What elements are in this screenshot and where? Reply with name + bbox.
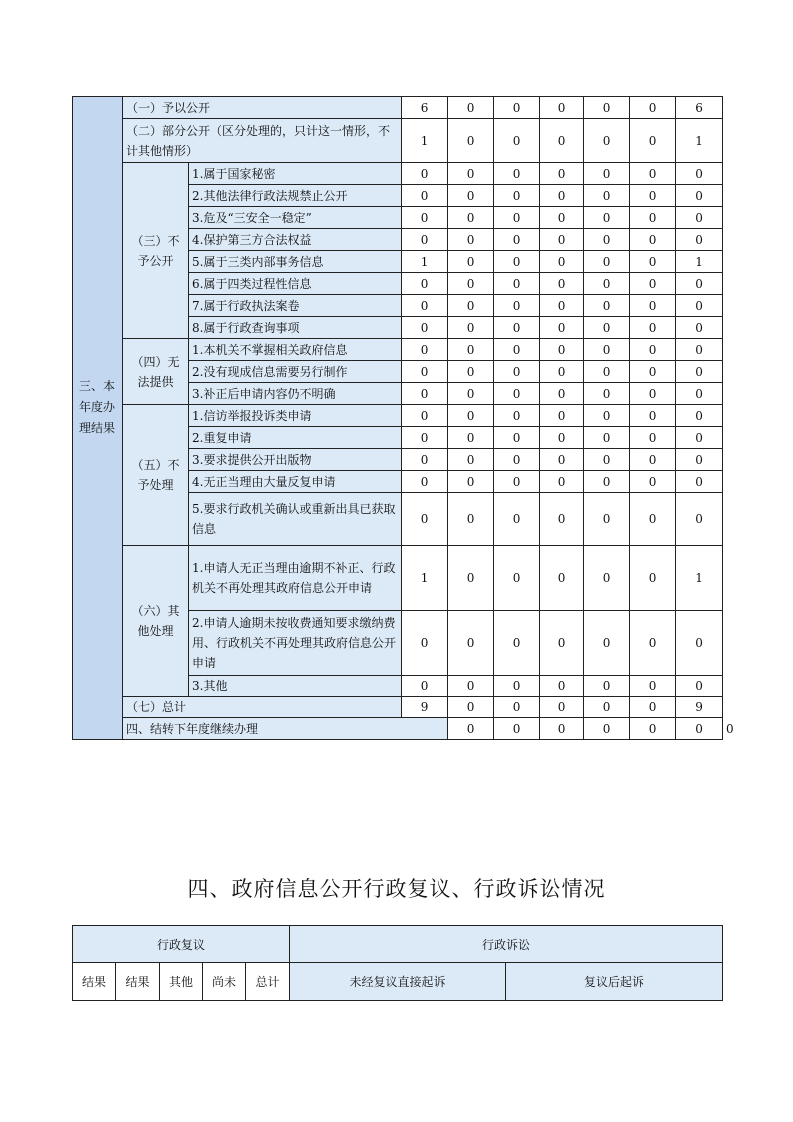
value-cell: 0 <box>540 427 584 449</box>
value-cell: 0 <box>402 229 448 251</box>
value-cell: 0 <box>448 295 494 317</box>
row-label: 5.要求行政机关确认或重新出具已获取信息 <box>189 493 402 546</box>
value-cell: 0 <box>584 207 630 229</box>
value-cell: 0 <box>676 163 723 185</box>
value-cell: 1 <box>402 119 448 163</box>
value-cell: 0 <box>494 119 540 163</box>
value-cell: 0 <box>494 229 540 251</box>
row-label: 8.属于行政查询事项 <box>189 317 402 339</box>
value-cell: 0 <box>448 471 494 493</box>
row-label: 5.属于三类内部事务信息 <box>189 251 402 273</box>
litigation-header: 行政诉讼 <box>290 926 723 963</box>
value-cell: 1 <box>402 546 448 611</box>
value-cell: 0 <box>402 676 448 697</box>
value-cell: 0 <box>540 383 584 405</box>
value-cell: 0 <box>402 207 448 229</box>
value-cell: 0 <box>494 611 540 676</box>
value-cell: 0 <box>584 97 630 119</box>
value-cell: 0 <box>540 471 584 493</box>
value-cell: 0 <box>448 718 494 740</box>
value-cell: 0 <box>584 718 630 740</box>
value-cell: 0 <box>584 427 630 449</box>
value-cell: 0 <box>402 295 448 317</box>
row-label: 6.属于四类过程性信息 <box>189 273 402 295</box>
value-cell: 0 <box>402 361 448 383</box>
value-cell: 0 <box>540 676 584 697</box>
value-cell: 0 <box>676 229 723 251</box>
value-cell: 0 <box>630 295 676 317</box>
value-cell: 0 <box>540 251 584 273</box>
value-cell: 0 <box>540 273 584 295</box>
value-cell: 0 <box>494 97 540 119</box>
value-cell: 0 <box>584 163 630 185</box>
value-cell: 0 <box>584 493 630 546</box>
group-label: （六）其他处理 <box>123 546 189 697</box>
value-cell: 9 <box>402 697 448 718</box>
value-cell: 0 <box>540 97 584 119</box>
value-cell: 0 <box>676 383 723 405</box>
value-cell: 0 <box>402 185 448 207</box>
value-cell: 0 <box>676 427 723 449</box>
table-row <box>73 97 723 119</box>
table-row <box>73 339 723 361</box>
row-label: （七）总计 <box>123 697 402 718</box>
table-row <box>73 119 723 163</box>
value-cell: 0 <box>494 676 540 697</box>
value-cell: 0 <box>584 185 630 207</box>
group-label: （四）无法提供 <box>123 339 189 405</box>
value-cell: 0 <box>494 273 540 295</box>
value-cell: 0 <box>630 185 676 207</box>
value-cell: 0 <box>448 185 494 207</box>
table-row: 四、结转下年度继续办理 0 0 0 0 0 0 0 <box>73 718 723 740</box>
row-label: 3.补正后申请内容仍不明确 <box>189 383 402 405</box>
value-cell: 0 <box>448 229 494 251</box>
value-cell: 0 <box>402 405 448 427</box>
row-label: 2.申请人逾期未按收费通知要求缴纳费用、行政机关不再处理其政府信息公开申请 <box>189 611 402 676</box>
value-cell: 0 <box>584 697 630 718</box>
value-cell: 0 <box>630 251 676 273</box>
section-heading: 四、政府信息公开行政复议、行政诉讼情况 <box>187 877 606 901</box>
value-cell: 0 <box>676 273 723 295</box>
value-cell: 0 <box>494 339 540 361</box>
value-cell: 0 <box>494 317 540 339</box>
table-row <box>73 405 723 427</box>
value-cell: 0 <box>494 361 540 383</box>
value-cell: 0 <box>402 317 448 339</box>
value-cell: 0 <box>584 295 630 317</box>
value-cell: 0 <box>494 697 540 718</box>
value-cell: 0 <box>540 229 584 251</box>
value-cell: 0 <box>448 251 494 273</box>
value-cell: 1 <box>676 119 723 163</box>
value-cell: 0 <box>448 97 494 119</box>
value-cell: 0 <box>584 471 630 493</box>
value-cell: 0 <box>540 207 584 229</box>
value-cell: 0 <box>630 163 676 185</box>
value-cell: 0 <box>676 185 723 207</box>
value-cell: 0 <box>494 207 540 229</box>
value-cell: 0 <box>540 317 584 339</box>
value-cell: 0 <box>402 493 448 546</box>
value-cell: 0 <box>630 339 676 361</box>
value-cell: 1 <box>676 251 723 273</box>
review-subheader: 其他 <box>160 963 203 1001</box>
value-cell: 0 <box>448 427 494 449</box>
value-cell: 0 <box>630 471 676 493</box>
value-cell: 0 <box>448 207 494 229</box>
value-cell: 0 <box>540 185 584 207</box>
value-cell: 0 <box>494 163 540 185</box>
value-cell: 0 <box>540 339 584 361</box>
review-subheader: 结果 <box>73 963 116 1001</box>
value-cell: 0 <box>584 676 630 697</box>
group-label: （五）不予处理 <box>123 405 189 546</box>
table-row <box>73 163 723 185</box>
value-cell: 0 <box>448 273 494 295</box>
row-label: 4.保护第三方合法权益 <box>189 229 402 251</box>
value-cell: 0 <box>494 546 540 611</box>
value-cell: 0 <box>630 317 676 339</box>
value-cell: 0 <box>676 449 723 471</box>
section-label: 三、本年度办理结果 <box>78 379 115 435</box>
value-cell: 0 <box>584 611 630 676</box>
row-label: 7.属于行政执法案卷 <box>189 295 402 317</box>
row-label: 1.信访举报投诉类申请 <box>189 405 402 427</box>
table-row <box>73 926 723 963</box>
value-cell: 0 <box>630 697 676 718</box>
value-cell: 0 <box>494 383 540 405</box>
value-cell: 0 <box>540 405 584 427</box>
row-label: （一）予以公开 <box>123 97 402 119</box>
value-cell: 0 <box>494 718 540 740</box>
value-cell: 0 <box>448 676 494 697</box>
value-cell: 0 <box>494 295 540 317</box>
value-cell: 0 <box>540 493 584 546</box>
value-cell: 0 <box>540 546 584 611</box>
value-cell: 0 <box>584 251 630 273</box>
value-cell: 0 <box>584 273 630 295</box>
value-cell: 0 <box>448 546 494 611</box>
value-cell: 0 <box>540 119 584 163</box>
value-cell: 0 <box>448 361 494 383</box>
value-cell: 0 <box>448 317 494 339</box>
value-cell: 0 <box>540 449 584 471</box>
value-cell: 0 <box>676 339 723 361</box>
value-cell: 0 <box>584 317 630 339</box>
value-cell: 0 <box>402 611 448 676</box>
value-cell: 0 <box>448 449 494 471</box>
value-cell: 0 <box>584 229 630 251</box>
value-cell: 0 <box>584 546 630 611</box>
value-cell: 0 <box>630 611 676 676</box>
value-cell: 0 <box>540 697 584 718</box>
value-cell: 0 <box>630 493 676 546</box>
value-cell: 0 <box>630 229 676 251</box>
table-row <box>73 697 723 718</box>
value-cell: 0 <box>676 361 723 383</box>
row-label: 2.重复申请 <box>189 427 402 449</box>
value-cell: 0 <box>540 295 584 317</box>
review-header: 行政复议 <box>73 926 290 963</box>
value-cell: 0 <box>494 251 540 273</box>
review-subheader: 结果 <box>116 963 160 1001</box>
value-cell: 0 <box>402 383 448 405</box>
value-cell: 0 <box>448 339 494 361</box>
value-cell: 0 <box>676 317 723 339</box>
value-cell: 0 <box>630 427 676 449</box>
value-cell: 0 <box>448 697 494 718</box>
results-table <box>72 96 734 740</box>
row-label: 1.申请人无正当理由逾期不补正、行政机关不再处理其政府信息公开申请 <box>189 546 402 611</box>
value-cell: 0 <box>676 207 723 229</box>
row-label: 2.其他法律行政法规禁止公开 <box>189 185 402 207</box>
value-cell: 0 <box>402 427 448 449</box>
litigation-subheader: 未经复议直接起诉 <box>290 963 506 1001</box>
value-cell: 0 <box>584 405 630 427</box>
review-subheader: 总计 <box>246 963 290 1001</box>
value-cell: 0 <box>402 471 448 493</box>
value-cell: 0 <box>676 405 723 427</box>
value-cell: 0 <box>630 207 676 229</box>
value-cell: 0 <box>494 405 540 427</box>
row-label: （二）部分公开（区分处理的，只计这一情形，不计其他情形） <box>123 119 402 163</box>
value-cell: 0 <box>494 185 540 207</box>
value-cell: 0 <box>448 383 494 405</box>
row-label: 3.要求提供公开出版物 <box>189 449 402 471</box>
value-cell: 0 <box>630 405 676 427</box>
value-cell: 0 <box>448 119 494 163</box>
value-cell: 0 <box>630 383 676 405</box>
row-label: 3.危及“三安全一稳定” <box>189 207 402 229</box>
value-cell: 0 <box>630 97 676 119</box>
group-label: （三）不予公开 <box>123 163 189 339</box>
value-cell: 0 <box>584 383 630 405</box>
row-label: 1.属于国家秘密 <box>189 163 402 185</box>
value-cell: 0 <box>494 471 540 493</box>
value-cell: 9 <box>676 697 723 718</box>
value-cell: 0 <box>540 361 584 383</box>
row-label: 1.本机关不掌握相关政府信息 <box>189 339 402 361</box>
row-label: 2.没有现成信息需要另行制作 <box>189 361 402 383</box>
value-cell: 0 <box>584 339 630 361</box>
value-cell: 0 <box>630 361 676 383</box>
value-cell: 0 <box>630 449 676 471</box>
value-cell: 0 <box>584 449 630 471</box>
value-cell: 0 <box>494 493 540 546</box>
value-cell: 0 <box>448 405 494 427</box>
value-cell: 6 <box>402 97 448 119</box>
value-cell: 0 <box>448 611 494 676</box>
value-cell: 0 <box>494 449 540 471</box>
value-cell: 0 <box>540 611 584 676</box>
value-cell: 1 <box>676 546 723 611</box>
table-row <box>73 963 723 1001</box>
value-cell: 0 <box>448 493 494 546</box>
value-cell: 0 <box>402 339 448 361</box>
value-cell: 0 <box>540 163 584 185</box>
value-cell: 0 <box>402 163 448 185</box>
value-cell: 1 <box>402 251 448 273</box>
value-cell: 0 <box>630 718 676 740</box>
value-cell: 0 <box>676 676 723 697</box>
review-subheader: 尚未 <box>203 963 246 1001</box>
value-cell: 0 <box>448 163 494 185</box>
row-label: 3.其他 <box>189 676 402 697</box>
value-cell: 0 <box>402 273 448 295</box>
value-cell: 0 <box>630 546 676 611</box>
value-cell: 0 <box>540 718 584 740</box>
value-cell: 0 <box>630 676 676 697</box>
value-cell: 0 <box>676 611 723 676</box>
review-litigation-table <box>72 925 723 1001</box>
row-label: 四、结转下年度继续办理 <box>123 718 448 740</box>
value-cell: 0 <box>676 295 723 317</box>
value-cell: 0 <box>630 273 676 295</box>
value-cell: 0 <box>584 361 630 383</box>
value-cell: 0 <box>630 119 676 163</box>
value-cell: 0 <box>584 119 630 163</box>
litigation-subheader: 复议后起诉 <box>506 963 723 1001</box>
table-row <box>73 546 723 611</box>
value-cell: 0 <box>402 449 448 471</box>
value-cell: 6 <box>676 97 723 119</box>
value-cell: 0 <box>676 471 723 493</box>
value-cell: 0 <box>676 493 723 546</box>
value-cell: 0 <box>676 718 723 740</box>
value-cell: 0 <box>494 427 540 449</box>
row-label: 4.无正当理由大量反复申请 <box>189 471 402 493</box>
